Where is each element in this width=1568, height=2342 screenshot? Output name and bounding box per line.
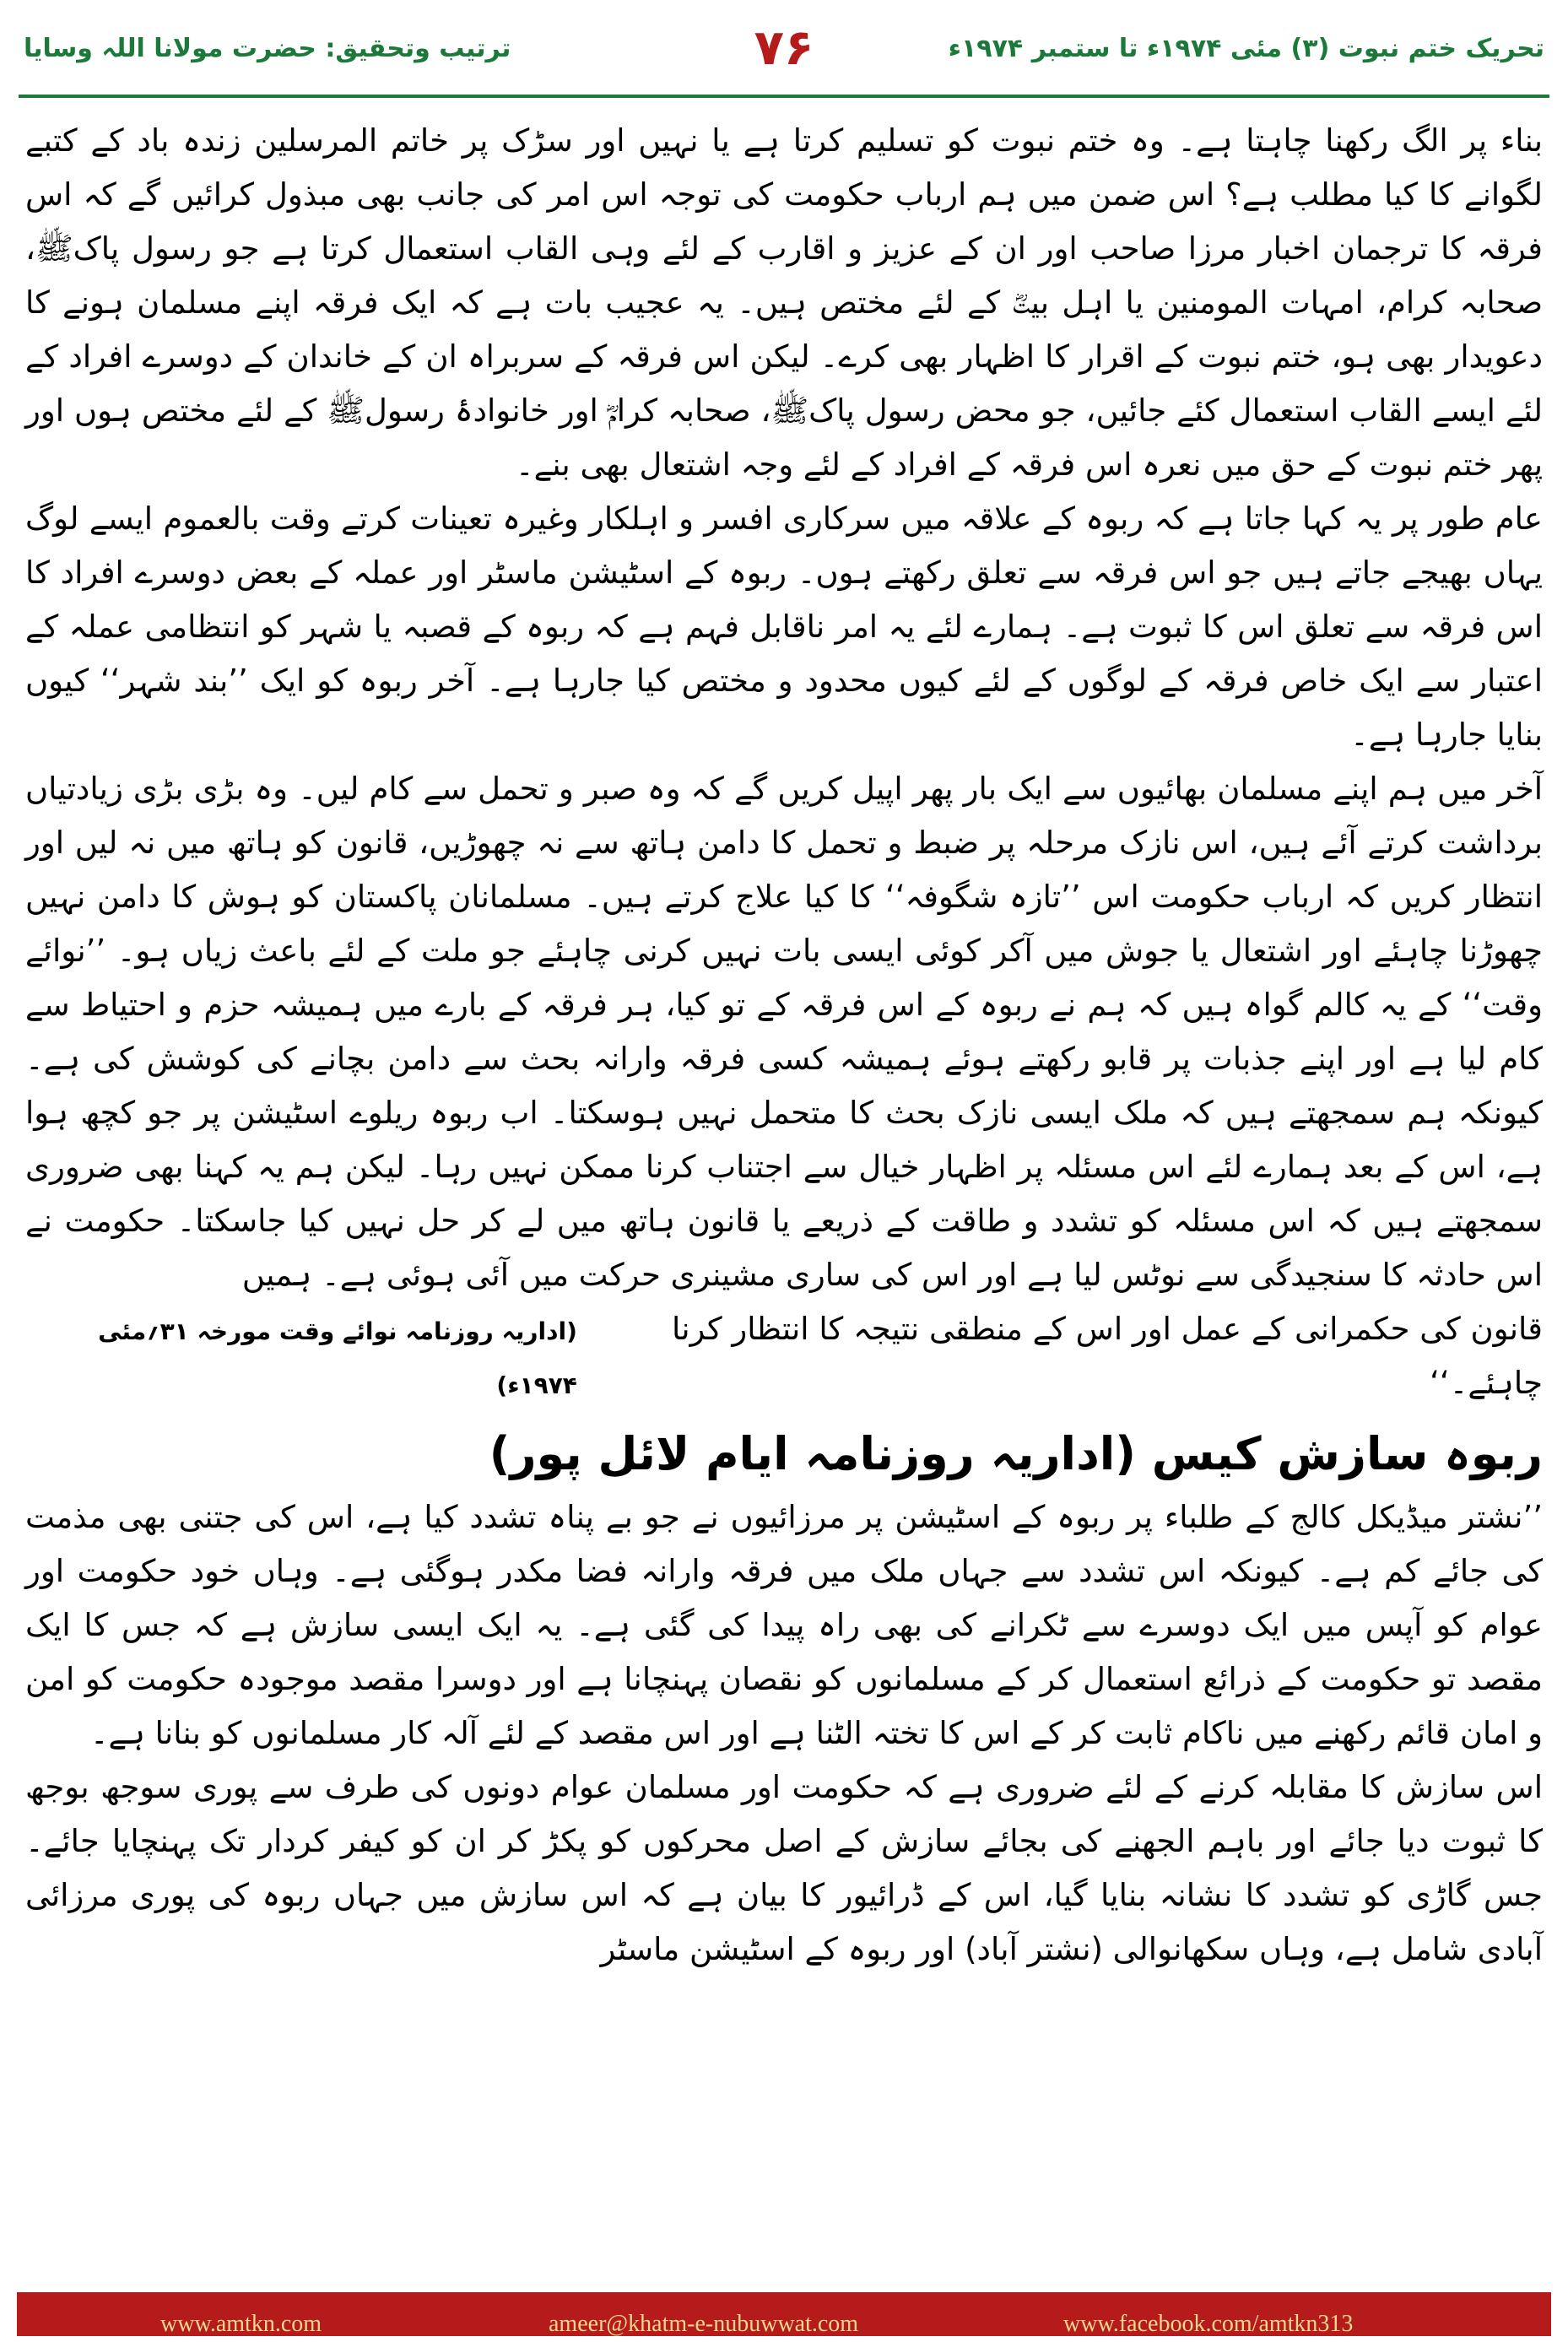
- section-paragraph-2: اس سازش کا مقابلہ کرنے کے لئے ضروری ہے کہ حکومت اور مسلمان عوام دونوں کی طرف سے پوری سوجھ بوجھ کا ثبوت دیا جائے اور باہم الجھنے کی بجائے سازش کے اصل محرکوں کو پکڑ کر ان کو کیفر کردار تک پہنچایا جائے۔ جس گاڑی کو تشدد کا نشانہ بنایا گیا، اس کے ڈرائیور کا بیان ہے کہ اس سازش میں جہاں ربوہ کی پوری مرزائی آبادی شامل ہے، وہاں سکھانوالی (نشتر آباد) اور ربوہ کے اسٹیشن ماسٹر: [25, 1769, 1543, 1967]
- paragraph-3: آخر میں ہم اپنے مسلمان بھائیوں سے ایک بار پھر اپیل کریں گے کہ وہ صبر و تحمل سے کام لیں۔ وہ بڑی بڑی زیادتیاں برداشت کرتے آئے ہیں، اس نازک مرحلہ پر ضبط و تحمل کا دامن ہاتھ سے نہ چھوڑیں، قانون کو ہاتھ میں نہ لیں اور انتظار کریں کہ ارباب حکومت اس ’’تازہ شگوفہ‘‘ کا کیا علاج کرتے ہیں۔ مسلمانان پاکستان کو ہوش کا دامن نہیں چھوڑنا چاہئے اور اشتعال یا جوش میں آکر کوئی ایسی بات نہیں کرنی چاہئے جو ملت کے لئے باعث زیاں ہو۔ ’’نوائے وقت‘‘ کے یہ کالم گواہ ہیں کہ ہم نے ربوہ کے اس فرقہ کے تو کیا، ہر فرقہ کے بارے میں ہمیشہ حزم و احتیاط سے کام لیا ہے اور اپنے جذبات پر قابو رکھتے ہوئے ہمیشہ کسی فرقہ وارانہ بحث سے دامن بچانے کی کوشش کی ہے۔ کیونکہ ہم سمجھتے ہیں کہ ملک ایسی نازک بحث کا متحمل نہیں ہوسکتا۔ اب ربوہ ریلوے اسٹیشن پر جو کچھ ہوا ہے، اس کے بعد ہمارے لئے اس مسئلہ پر اظہار خیال سے اجتناب کرنا ممکن نہیں رہا۔ لیکن ہم یہ کہنا بھی ضروری سمجھتے ہیں کہ اس مسئلہ کو تشدد و طاقت کے ذریعے یا قانون ہاتھ میں لے کر حل نہیں کیا جاسکتا۔ حکومت نے اس حادثہ کا سنجیدگی سے نوٹس لیا ہے اور اس کی ساری مشینری حرکت میں آئی ہوئی ہے۔ ہمیں: [25, 771, 1543, 1293]
- section-paragraph-1: ’’نشتر میڈیکل کالج کے طلباء پر ربوہ کے اسٹیشن پر مرزائیوں نے جو بے پناہ تشدد کیا ہے، اس کی جتنی بھی مذمت کی جائے کم ہے۔ کیونکہ اس تشدد سے جہاں ملک میں فرقہ وارانہ فضا مکدر ہوگئی ہے۔ وہاں خود حکومت اور عوام کو آپس میں ایک دوسرے سے ٹکرانے کی بھی راہ پیدا کی گئی ہے۔ یہ ایک ایسی سازش ہے کہ جس کا ایک مقصد تو حکومت کے ذرائع استعمال کر کے مسلمانوں کو نقصان پہنچانا ہے اور دوسرا مقصد موجودہ حکومت کو امن و امان قائم رکھنے میں ناکام ثابت کر کے اس کا تختہ الٹنا ہے اور اس مقصد کے لئے آلہ کار مسلمانوں کو بنانا ہے۔: [25, 1499, 1543, 1751]
- compiler-credit: ترتیب وتحقیق: حضرت مولانا اللہ وسایا: [24, 34, 511, 63]
- footer-band: [17, 2302, 1551, 2336]
- closing-sentence: قانون کی حکمرانی کے عمل اور اس کے منطقی نتیجہ کا انتظار کرنا چاہئے۔‘‘: [671, 1311, 1543, 1401]
- section-heading: ربوہ سازش کیس (اداریہ روزنامہ ایام لائل پور): [489, 1427, 1543, 1480]
- page-body: [25, 114, 1543, 2224]
- book-title: تحریک ختم نبوت (۳) مئی ۱۹۷۴ء تا ستمبر ۱۹۷۴ء: [948, 34, 1544, 63]
- paragraph-1: بناء پر الگ رکھنا چاہتا ہے۔ وہ ختم نبوت کو تسلیم کرتا ہے یا نہیں اور سڑک پر خاتم المرسلین زندہ باد کے کتبے لگوانے کا کیا مطلب ہے؟ اس ضمن میں ہم ارباب حکومت کی توجہ اس امر کی جانب بھی مبذول کرائیں گے کہ اس فرقہ کا ترجمان اخبار مرزا صاحب اور ان کے عزیز و اقارب کے لئے وہی القاب استعمال کرتا ہے جو رسول پاکﷺ، صحابہ کرام، امہات المومنین یا اہل بیتؓ کے لئے مختص ہیں۔ یہ عجیب بات ہے کہ ایک فرقہ اپنے مسلمان ہونے کا دعویدار بھی ہو، ختم نبوت کے اقرار کا اظہار بھی کرے۔ لیکن اس فرقہ کے سربراہ ان کے خاندان کے دوسرے افراد کے لئے ایسے القاب استعمال کئے جائیں، جو محض رسول پاکﷺ، صحابہ کرامؓ اور خانوادۂ رسولﷺ کے لئے مختص ہوں اور پھر ختم نبوت کے حق میں نعرہ اس فرقہ کے افراد کے لئے وجہ اشتعال بھی بنے۔: [25, 122, 1543, 483]
- website-link[interactable]: www.amtkn.com: [160, 2311, 322, 2337]
- facebook-link[interactable]: www.facebook.com/amtkn313: [1063, 2311, 1354, 2337]
- paragraph-2: عام طور پر یہ کہا جاتا ہے کہ ربوہ کے علاقہ میں سرکاری افسر و اہلکار وغیرہ تعینات کرتے وقت بالعموم ایسے لوگ یہاں بھیجے جاتے ہیں جو اس فرقہ سے تعلق رکھتے ہوں۔ ربوہ کے اسٹیشن ماسٹر اور عملہ کے بعض دوسرے افراد کا اس فرقہ سے تعلق اس کا ثبوت ہے۔ ہمارے لئے یہ امر ناقابل فہم ہے کہ ربوہ کے قصبہ یا شہر کو انتظامی عملہ کے اعتبار سے ایک خاص فرقہ کے لوگوں کے لئے کیوں محدود و مختص کیا جارہا ہے۔ آخر ربوہ کو ایک ’’بند شہر‘‘ کیوں بنایا جارہا ہے۔: [25, 500, 1543, 753]
- source-citation: (اداریہ روزنامہ نوائے وقت مورخہ ۳۱؍مئی ۱۹۷۴ء): [98, 1317, 577, 1399]
- footer-stripe: [17, 2292, 1551, 2302]
- page-header: [0, 0, 1568, 101]
- page-footer: [0, 2285, 1568, 2342]
- header-divider: [19, 95, 1549, 98]
- email-link[interactable]: ameer@khatm-e-nubuwwat.com: [549, 2311, 859, 2337]
- page-number: ۷۶: [754, 19, 814, 76]
- closing-line: [25, 1302, 1543, 1413]
